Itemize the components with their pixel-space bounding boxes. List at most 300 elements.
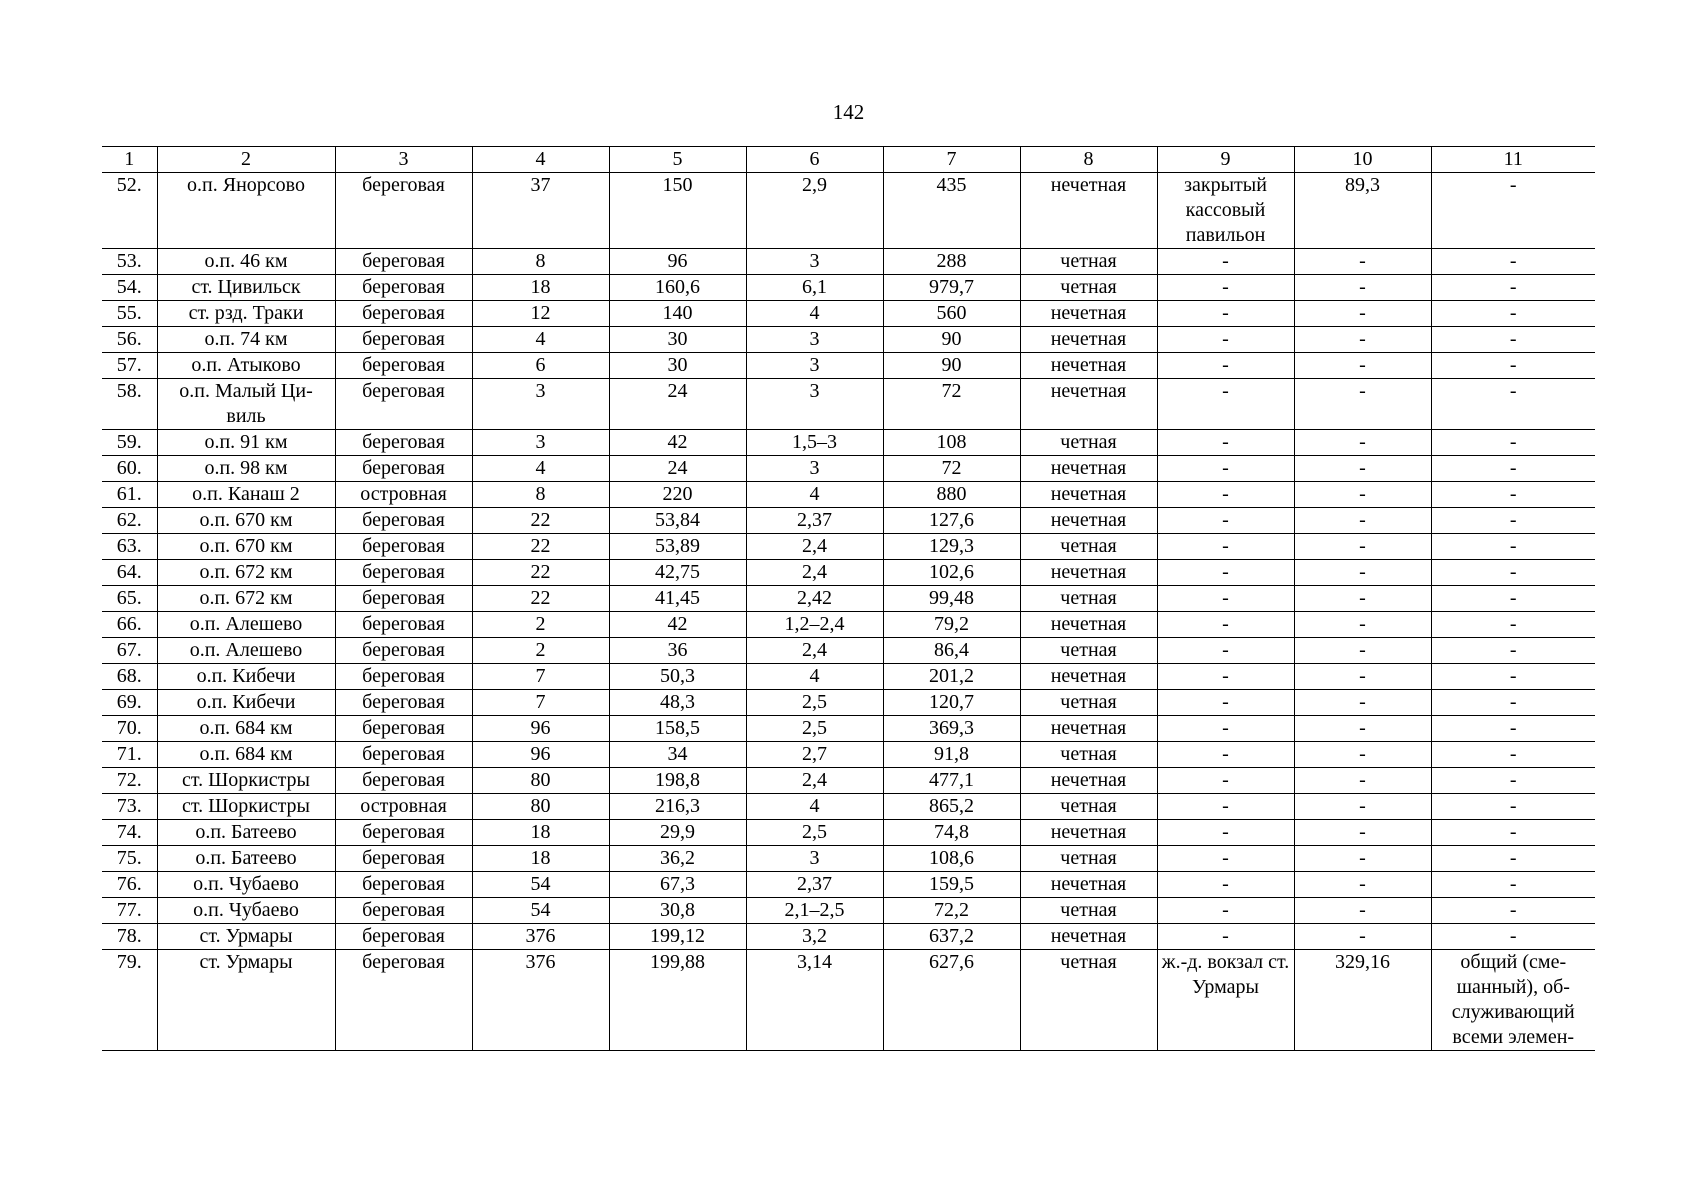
table-cell-col-5: 42 xyxy=(609,430,746,456)
table-cell-col-11: - xyxy=(1431,586,1595,612)
table-cell-col-3: береговая xyxy=(335,846,472,872)
table-cell-col-9: - xyxy=(1157,898,1294,924)
table-cell-col-6: 3,2 xyxy=(746,924,883,950)
table-cell-col-9: - xyxy=(1157,768,1294,794)
page-number: 142 xyxy=(832,100,865,124)
table-cell-col-3: береговая xyxy=(335,173,472,249)
table-cell-col-10: - xyxy=(1294,482,1431,508)
table-cell-col-1: 70. xyxy=(102,716,157,742)
table-cell-col-8: четная xyxy=(1020,794,1157,820)
table-cell-col-3: береговая xyxy=(335,950,472,1051)
table-cell-col-11: - xyxy=(1431,716,1595,742)
table-cell-col-9: - xyxy=(1157,430,1294,456)
table-cell-col-1: 68. xyxy=(102,664,157,690)
table-cell-col-4: 4 xyxy=(472,456,609,482)
table-cell-col-6: 2,5 xyxy=(746,716,883,742)
table-cell-col-5: 199,12 xyxy=(609,924,746,950)
table-cell-col-2: о.п. Кибечи xyxy=(157,664,335,690)
table-cell-col-5: 158,5 xyxy=(609,716,746,742)
table-cell-col-4: 22 xyxy=(472,534,609,560)
table-cell-col-8: нечетная xyxy=(1020,820,1157,846)
table-cell-col-5: 160,6 xyxy=(609,275,746,301)
table-row xyxy=(102,379,1595,430)
table-cell-col-9: - xyxy=(1157,353,1294,379)
table-row xyxy=(102,560,1595,586)
table-cell-col-1: 59. xyxy=(102,430,157,456)
table-cell-col-10: - xyxy=(1294,249,1431,275)
table-cell-col-5: 67,3 xyxy=(609,872,746,898)
table-cell-col-8: нечетная xyxy=(1020,716,1157,742)
table-cell-col-9: - xyxy=(1157,560,1294,586)
table-cell-col-1: 69. xyxy=(102,690,157,716)
table-cell-col-7: 477,1 xyxy=(883,768,1020,794)
header-cell-4: 4 xyxy=(472,147,609,173)
table-cell-col-6: 2,4 xyxy=(746,560,883,586)
table-cell-col-8: нечетная xyxy=(1020,560,1157,586)
table-cell-col-4: 3 xyxy=(472,430,609,456)
table-row xyxy=(102,534,1595,560)
table-row xyxy=(102,638,1595,664)
table-cell-col-1: 72. xyxy=(102,768,157,794)
table-cell-col-8: нечетная xyxy=(1020,456,1157,482)
table-cell-col-7: 90 xyxy=(883,353,1020,379)
header-row xyxy=(102,147,1595,173)
table-cell-col-10: - xyxy=(1294,586,1431,612)
table-cell-col-5: 41,45 xyxy=(609,586,746,612)
table-cell-col-6: 4 xyxy=(746,482,883,508)
table-cell-col-2: о.п. Кибечи xyxy=(157,690,335,716)
table-cell-col-1: 75. xyxy=(102,846,157,872)
table-cell-col-7: 91,8 xyxy=(883,742,1020,768)
table-cell-col-5: 50,3 xyxy=(609,664,746,690)
table-cell-col-7: 90 xyxy=(883,327,1020,353)
table-cell-col-9: - xyxy=(1157,820,1294,846)
table-cell-col-6: 2,37 xyxy=(746,872,883,898)
table-cell-col-7: 120,7 xyxy=(883,690,1020,716)
table-cell-col-7: 99,48 xyxy=(883,586,1020,612)
table-cell-col-8: четная xyxy=(1020,638,1157,664)
table-cell-col-3: береговая xyxy=(335,534,472,560)
table-cell-col-5: 220 xyxy=(609,482,746,508)
table-cell-col-10: - xyxy=(1294,690,1431,716)
table-cell-col-5: 53,84 xyxy=(609,508,746,534)
table-cell-col-7: 86,4 xyxy=(883,638,1020,664)
table-row xyxy=(102,794,1595,820)
table-cell-col-11: - xyxy=(1431,482,1595,508)
table-cell-col-3: береговая xyxy=(335,327,472,353)
table-cell-col-1: 64. xyxy=(102,560,157,586)
table-cell-col-1: 53. xyxy=(102,249,157,275)
table-cell-col-4: 80 xyxy=(472,768,609,794)
table-row xyxy=(102,249,1595,275)
header-cell-9: 9 xyxy=(1157,147,1294,173)
table-cell-col-11: - xyxy=(1431,534,1595,560)
table-cell-col-3: береговая xyxy=(335,560,472,586)
table-cell-col-10: - xyxy=(1294,872,1431,898)
table-cell-col-8: нечетная xyxy=(1020,664,1157,690)
table-cell-col-2: о.п. 670 км xyxy=(157,508,335,534)
table-cell-col-4: 8 xyxy=(472,249,609,275)
table-cell-col-6: 2,9 xyxy=(746,173,883,249)
table-cell-col-4: 80 xyxy=(472,794,609,820)
table-cell-col-5: 24 xyxy=(609,456,746,482)
table-cell-col-3: береговая xyxy=(335,612,472,638)
table-cell-col-2: о.п. Чубаево xyxy=(157,872,335,898)
table-cell-col-5: 34 xyxy=(609,742,746,768)
table-cell-col-8: нечетная xyxy=(1020,327,1157,353)
table-cell-col-4: 7 xyxy=(472,664,609,690)
table-cell-col-5: 30,8 xyxy=(609,898,746,924)
table-cell-col-8: четная xyxy=(1020,249,1157,275)
table-cell-col-5: 150 xyxy=(609,173,746,249)
table-cell-col-9: - xyxy=(1157,794,1294,820)
table-cell-col-9: - xyxy=(1157,508,1294,534)
table-cell-col-2: ст. Шоркистры xyxy=(157,794,335,820)
table-cell-col-1: 78. xyxy=(102,924,157,950)
table-cell-col-10: - xyxy=(1294,301,1431,327)
table-row xyxy=(102,768,1595,794)
table-cell-col-4: 2 xyxy=(472,638,609,664)
table-cell-col-5: 30 xyxy=(609,327,746,353)
table-cell-col-10: - xyxy=(1294,327,1431,353)
header-cell-2: 2 xyxy=(157,147,335,173)
table-cell-col-11: - xyxy=(1431,508,1595,534)
table-cell-col-11: - xyxy=(1431,327,1595,353)
table-cell-col-3: береговая xyxy=(335,586,472,612)
table-cell-col-2: о.п. Янорсово xyxy=(157,173,335,249)
table-cell-col-10: - xyxy=(1294,794,1431,820)
table-cell-col-4: 376 xyxy=(472,924,609,950)
table-cell-col-7: 880 xyxy=(883,482,1020,508)
table-cell-col-5: 216,3 xyxy=(609,794,746,820)
table-cell-col-9: - xyxy=(1157,586,1294,612)
table-row xyxy=(102,586,1595,612)
table-cell-col-8: четная xyxy=(1020,534,1157,560)
table-cell-col-8: нечетная xyxy=(1020,924,1157,950)
table-cell-col-8: нечетная xyxy=(1020,482,1157,508)
table-cell-col-5: 96 xyxy=(609,249,746,275)
table-cell-col-1: 60. xyxy=(102,456,157,482)
table-cell-col-8: нечетная xyxy=(1020,301,1157,327)
table-cell-col-2: ст. Урмары xyxy=(157,924,335,950)
table-cell-col-6: 4 xyxy=(746,664,883,690)
table-cell-col-11: - xyxy=(1431,612,1595,638)
table-cell-col-9: закрытый кассовый павильон xyxy=(1157,173,1294,249)
table-cell-col-10: - xyxy=(1294,508,1431,534)
table-cell-col-8: нечетная xyxy=(1020,353,1157,379)
table-cell-col-11: - xyxy=(1431,898,1595,924)
header-cell-6: 6 xyxy=(746,147,883,173)
table-cell-col-2: ст. Цивильск xyxy=(157,275,335,301)
table-cell-col-10: - xyxy=(1294,846,1431,872)
table-cell-col-1: 54. xyxy=(102,275,157,301)
table-cell-col-3: береговая xyxy=(335,249,472,275)
table-cell-col-5: 36 xyxy=(609,638,746,664)
table-cell-col-11: - xyxy=(1431,742,1595,768)
header-cell-11: 11 xyxy=(1431,147,1595,173)
table-cell-col-6: 3,14 xyxy=(746,950,883,1051)
table-cell-col-6: 3 xyxy=(746,846,883,872)
table-row xyxy=(102,612,1595,638)
table-cell-col-3: островная xyxy=(335,482,472,508)
table-cell-col-6: 4 xyxy=(746,794,883,820)
table-cell-col-8: нечетная xyxy=(1020,768,1157,794)
table-cell-col-2: о.п. Алешево xyxy=(157,612,335,638)
table-cell-col-2: о.п. 46 км xyxy=(157,249,335,275)
table-cell-col-11: - xyxy=(1431,872,1595,898)
table-cell-col-11: общий (сме-шанный), об-служивающий всеми элемен- xyxy=(1431,950,1595,1051)
table-cell-col-11: - xyxy=(1431,301,1595,327)
table-cell-col-7: 201,2 xyxy=(883,664,1020,690)
table-cell-col-11: - xyxy=(1431,846,1595,872)
table-cell-col-7: 102,6 xyxy=(883,560,1020,586)
table-cell-col-4: 7 xyxy=(472,690,609,716)
table-cell-col-3: береговая xyxy=(335,872,472,898)
table-cell-col-1: 73. xyxy=(102,794,157,820)
table-cell-col-7: 108 xyxy=(883,430,1020,456)
table-cell-col-3: береговая xyxy=(335,898,472,924)
table-cell-col-4: 4 xyxy=(472,327,609,353)
table-cell-col-8: нечетная xyxy=(1020,173,1157,249)
table-cell-col-2: о.п. Алешево xyxy=(157,638,335,664)
table-cell-col-11: - xyxy=(1431,820,1595,846)
table-cell-col-7: 979,7 xyxy=(883,275,1020,301)
table-cell-col-6: 1,2–2,4 xyxy=(746,612,883,638)
table-cell-col-3: береговая xyxy=(335,924,472,950)
table-cell-col-4: 6 xyxy=(472,353,609,379)
table-cell-col-7: 369,3 xyxy=(883,716,1020,742)
table-cell-col-9: - xyxy=(1157,664,1294,690)
table-cell-col-3: береговая xyxy=(335,379,472,430)
table-row xyxy=(102,430,1595,456)
table-cell-col-11: - xyxy=(1431,664,1595,690)
table-cell-col-2: о.п. 672 км xyxy=(157,560,335,586)
table-cell-col-4: 54 xyxy=(472,872,609,898)
table-cell-col-3: островная xyxy=(335,794,472,820)
table-cell-col-5: 48,3 xyxy=(609,690,746,716)
table-cell-col-2: ст. Шоркистры xyxy=(157,768,335,794)
table-cell-col-1: 77. xyxy=(102,898,157,924)
table-cell-col-3: береговая xyxy=(335,456,472,482)
table-cell-col-8: четная xyxy=(1020,275,1157,301)
table-cell-col-2: о.п. 684 км xyxy=(157,742,335,768)
table-cell-col-1: 62. xyxy=(102,508,157,534)
table-cell-col-5: 42,75 xyxy=(609,560,746,586)
table-cell-col-6: 2,4 xyxy=(746,638,883,664)
table-cell-col-6: 3 xyxy=(746,379,883,430)
table-cell-col-11: - xyxy=(1431,794,1595,820)
table-cell-col-7: 74,8 xyxy=(883,820,1020,846)
table-cell-col-5: 42 xyxy=(609,612,746,638)
table-cell-col-2: о.п. Канаш 2 xyxy=(157,482,335,508)
table-cell-col-4: 18 xyxy=(472,846,609,872)
table-cell-col-7: 72,2 xyxy=(883,898,1020,924)
table-cell-col-6: 3 xyxy=(746,353,883,379)
table-cell-col-1: 66. xyxy=(102,612,157,638)
table-cell-col-5: 199,88 xyxy=(609,950,746,1051)
table-cell-col-11: - xyxy=(1431,456,1595,482)
table-cell-col-2: о.п. 74 км xyxy=(157,327,335,353)
table-cell-col-9: - xyxy=(1157,379,1294,430)
table-row xyxy=(102,482,1595,508)
table-cell-col-6: 2,4 xyxy=(746,768,883,794)
table-cell-col-6: 2,5 xyxy=(746,820,883,846)
table-cell-col-5: 198,8 xyxy=(609,768,746,794)
table-cell-col-1: 52. xyxy=(102,173,157,249)
table-body xyxy=(102,173,1595,1051)
table-cell-col-7: 435 xyxy=(883,173,1020,249)
table-cell-col-10: - xyxy=(1294,353,1431,379)
table-cell-col-6: 2,5 xyxy=(746,690,883,716)
table-cell-col-2: о.п. 672 км xyxy=(157,586,335,612)
table-cell-col-9: - xyxy=(1157,742,1294,768)
table-cell-col-7: 72 xyxy=(883,456,1020,482)
table-cell-col-4: 18 xyxy=(472,820,609,846)
table-cell-col-9: - xyxy=(1157,846,1294,872)
table-row xyxy=(102,846,1595,872)
table-cell-col-5: 30 xyxy=(609,353,746,379)
table-cell-col-11: - xyxy=(1431,924,1595,950)
table-row xyxy=(102,690,1595,716)
stations-table xyxy=(102,146,1595,1051)
table-cell-col-9: - xyxy=(1157,612,1294,638)
table-cell-col-2: ст. Урмары xyxy=(157,950,335,1051)
table-cell-col-5: 140 xyxy=(609,301,746,327)
table-cell-col-10: - xyxy=(1294,560,1431,586)
table-cell-col-11: - xyxy=(1431,430,1595,456)
table-cell-col-10: - xyxy=(1294,820,1431,846)
table-cell-col-11: - xyxy=(1431,275,1595,301)
table-cell-col-3: береговая xyxy=(335,353,472,379)
table-cell-col-4: 2 xyxy=(472,612,609,638)
table-cell-col-6: 2,4 xyxy=(746,534,883,560)
table-cell-col-11: - xyxy=(1431,560,1595,586)
table-cell-col-10: 329,16 xyxy=(1294,950,1431,1051)
table-cell-col-2: о.п. 684 км xyxy=(157,716,335,742)
table-cell-col-3: береговая xyxy=(335,430,472,456)
table-cell-col-5: 36,2 xyxy=(609,846,746,872)
table-cell-col-1: 79. xyxy=(102,950,157,1051)
table-cell-col-5: 24 xyxy=(609,379,746,430)
table-cell-col-9: - xyxy=(1157,924,1294,950)
table-cell-col-9: - xyxy=(1157,482,1294,508)
table-cell-col-11: - xyxy=(1431,690,1595,716)
table-cell-col-9: - xyxy=(1157,249,1294,275)
table-cell-col-4: 96 xyxy=(472,716,609,742)
header-cell-8: 8 xyxy=(1020,147,1157,173)
table-row xyxy=(102,898,1595,924)
table-cell-col-10: - xyxy=(1294,456,1431,482)
table-cell-col-9: ж.-д. вокзал ст. Урмары xyxy=(1157,950,1294,1051)
table-row xyxy=(102,872,1595,898)
table-cell-col-4: 37 xyxy=(472,173,609,249)
table-cell-col-7: 865,2 xyxy=(883,794,1020,820)
table-cell-col-10: - xyxy=(1294,898,1431,924)
table-cell-col-9: - xyxy=(1157,534,1294,560)
table-cell-col-2: о.п. Батеево xyxy=(157,820,335,846)
table-cell-col-3: береговая xyxy=(335,742,472,768)
table-cell-col-1: 61. xyxy=(102,482,157,508)
table-cell-col-3: береговая xyxy=(335,768,472,794)
table-cell-col-2: о.п. 91 км xyxy=(157,430,335,456)
table-cell-col-10: 89,3 xyxy=(1294,173,1431,249)
table-cell-col-11: - xyxy=(1431,379,1595,430)
table-row xyxy=(102,742,1595,768)
table-cell-col-9: - xyxy=(1157,456,1294,482)
table-cell-col-9: - xyxy=(1157,716,1294,742)
table-row xyxy=(102,275,1595,301)
header-cell-7: 7 xyxy=(883,147,1020,173)
table-cell-col-11: - xyxy=(1431,353,1595,379)
table-cell-col-1: 71. xyxy=(102,742,157,768)
table-row xyxy=(102,456,1595,482)
table-cell-col-8: четная xyxy=(1020,742,1157,768)
table-cell-col-10: - xyxy=(1294,742,1431,768)
table-cell-col-2: о.п. 670 км xyxy=(157,534,335,560)
table-cell-col-8: четная xyxy=(1020,430,1157,456)
table-cell-col-7: 129,3 xyxy=(883,534,1020,560)
table-cell-col-1: 63. xyxy=(102,534,157,560)
table-cell-col-8: нечетная xyxy=(1020,612,1157,638)
table-cell-col-1: 67. xyxy=(102,638,157,664)
table-cell-col-4: 22 xyxy=(472,586,609,612)
table-cell-col-2: о.п. Чубаево xyxy=(157,898,335,924)
table-cell-col-8: нечетная xyxy=(1020,872,1157,898)
table-cell-col-3: береговая xyxy=(335,638,472,664)
table-row xyxy=(102,820,1595,846)
table-cell-col-9: - xyxy=(1157,301,1294,327)
table-cell-col-8: четная xyxy=(1020,898,1157,924)
table-row xyxy=(102,950,1595,1051)
table-cell-col-7: 127,6 xyxy=(883,508,1020,534)
table-cell-col-7: 560 xyxy=(883,301,1020,327)
table-cell-col-7: 108,6 xyxy=(883,846,1020,872)
table-cell-col-10: - xyxy=(1294,275,1431,301)
table-cell-col-6: 2,7 xyxy=(746,742,883,768)
table-cell-col-8: нечетная xyxy=(1020,379,1157,430)
table-cell-col-10: - xyxy=(1294,612,1431,638)
table-cell-col-7: 159,5 xyxy=(883,872,1020,898)
table-cell-col-8: нечетная xyxy=(1020,508,1157,534)
table-cell-col-1: 55. xyxy=(102,301,157,327)
table-cell-col-4: 8 xyxy=(472,482,609,508)
table-cell-col-8: четная xyxy=(1020,586,1157,612)
table-cell-col-7: 288 xyxy=(883,249,1020,275)
header-cell-10: 10 xyxy=(1294,147,1431,173)
table-cell-col-3: береговая xyxy=(335,508,472,534)
table-cell-col-11: - xyxy=(1431,638,1595,664)
table-row xyxy=(102,664,1595,690)
table-cell-col-6: 2,42 xyxy=(746,586,883,612)
table-cell-col-6: 1,5–3 xyxy=(746,430,883,456)
table-cell-col-9: - xyxy=(1157,275,1294,301)
table-cell-col-2: о.п. Батеево xyxy=(157,846,335,872)
table-cell-col-6: 3 xyxy=(746,327,883,353)
table-cell-col-1: 65. xyxy=(102,586,157,612)
table-cell-col-4: 12 xyxy=(472,301,609,327)
table-cell-col-5: 53,89 xyxy=(609,534,746,560)
table-cell-col-3: береговая xyxy=(335,664,472,690)
table-cell-col-10: - xyxy=(1294,379,1431,430)
table-cell-col-1: 58. xyxy=(102,379,157,430)
header-cell-1: 1 xyxy=(102,147,157,173)
table-cell-col-10: - xyxy=(1294,716,1431,742)
table-cell-col-8: четная xyxy=(1020,846,1157,872)
table-cell-col-10: - xyxy=(1294,768,1431,794)
table-cell-col-9: - xyxy=(1157,690,1294,716)
table-row xyxy=(102,173,1595,249)
table-cell-col-3: береговая xyxy=(335,690,472,716)
